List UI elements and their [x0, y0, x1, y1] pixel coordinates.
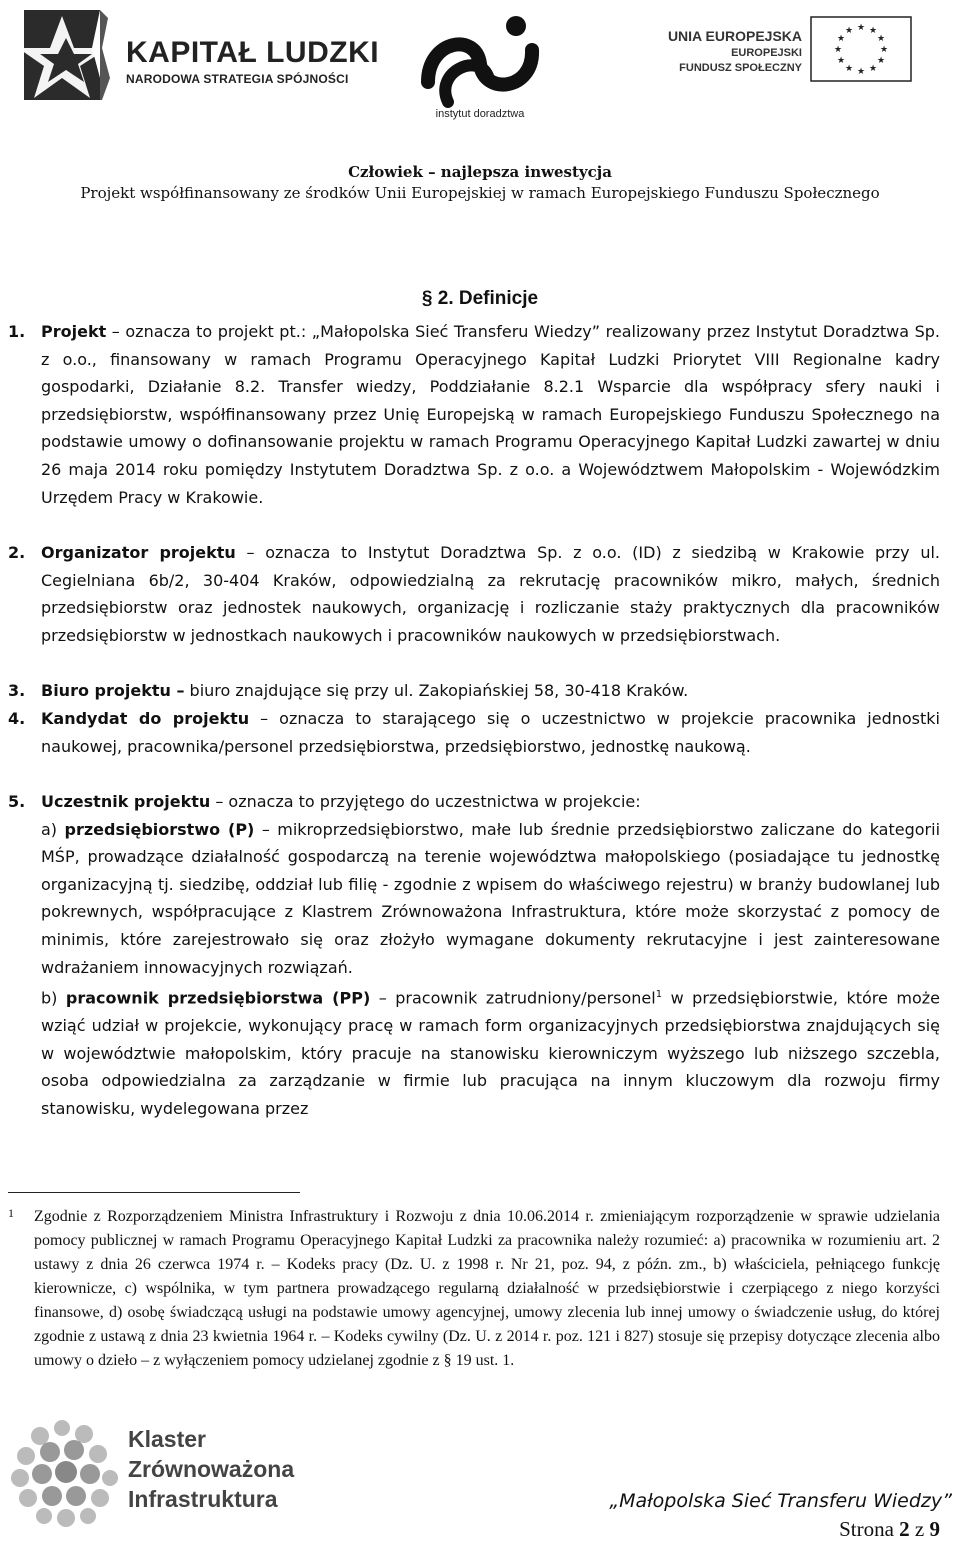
klaster-logo — [10, 1418, 310, 1528]
item-term: Kandydat do projektu — [41, 709, 250, 728]
svg-text:★: ★ — [844, 64, 854, 74]
instytut-doradztwa-emblem-icon — [418, 12, 542, 108]
footnote — [8, 1205, 940, 1373]
svg-text:★: ★ — [844, 26, 854, 36]
page-current: 2 — [899, 1517, 910, 1541]
klaster-line-1: Klaster — [128, 1426, 206, 1452]
instytut-doradztwa-caption: instytut doradztwa — [435, 108, 525, 120]
svg-text:★: ★ — [868, 26, 878, 36]
kapital-ludzki-name: KAPITAŁ LUDZKI — [126, 36, 380, 69]
item-term: Organizator projektu — [41, 543, 236, 562]
footnote-reference: 1 — [655, 989, 663, 1001]
svg-text:★: ★ — [856, 23, 866, 33]
subitem-a — [41, 816, 940, 982]
eu-line-3: FUNDUSZ SPOŁECZNY — [679, 62, 802, 74]
svg-text:★: ★ — [833, 45, 843, 55]
svg-text:★: ★ — [876, 34, 886, 44]
item-number: 4. — [8, 709, 26, 728]
page-of: z — [914, 1517, 925, 1541]
klaster-emblem-icon — [10, 1418, 122, 1528]
svg-text:★: ★ — [836, 34, 846, 44]
eu-logo — [662, 14, 918, 80]
page-word: Strona — [839, 1517, 894, 1541]
eu-line-2: EUROPEJSKI — [731, 47, 802, 59]
kapital-ludzki-logo — [22, 8, 380, 100]
footnote-separator — [8, 1192, 300, 1193]
kapital-ludzki-subtitle: NARODOWA STRATEGIA SPÓJNOŚCI — [126, 72, 349, 86]
item-text: biuro znajdujące się przy ul. Zakopiańskiej 58, 30-418 Kraków. — [184, 681, 689, 700]
definition-item — [8, 705, 940, 760]
page-number — [839, 1517, 940, 1542]
eu-line-1: UNIA EUROPEJSKA — [667, 28, 802, 44]
klaster-line-3: Infrastruktura — [128, 1486, 278, 1512]
svg-text:★: ★ — [879, 45, 889, 55]
header-slogan: Człowiek – najlepsza inwestycja — [348, 163, 612, 181]
definition-item — [8, 788, 940, 1122]
svg-text:★: ★ — [868, 64, 878, 74]
subitem-term: przedsiębiorstwo (P) — [64, 819, 255, 839]
kapital-ludzki-emblem-icon — [22, 8, 117, 100]
item-term: Uczestnik projektu — [41, 792, 211, 811]
subitem-term: pracownik przedsiębiorstwa (PP) — [65, 988, 371, 1008]
item-text: – oznacza to projekt pt.: „Małopolska Sieć Transferu Wiedzy” realizowany przez Instytut Doradztwa Sp. z o.o., finansowany w ramach Programu Operacyjnego Kapitał Ludzki Priorytet VIII Regionalne kadry gospodarki, Działanie 8.2. Transfer wiedzy, Poddziałanie 8.2.1 Wsparcie dla współpracy sfery nauki i przedsiębiorstw, współfinansowany przez Unię Europejską w ramach Europejskiego Funduszu Społecznego na podstawie umowy o dofinansowanie projektu w ramach Programu Operacyjnego Kapitał Ludzki zawartej w dniu 26 maja 2014 roku pomiędzy Instytutem Doradztwa Sp. z o.o. a Województwem Małopolskim - Wojewódzkim Urzędem Pracy w Krakowie. — [41, 322, 940, 507]
subitem-b — [41, 981, 940, 1122]
subitem-text: – mikroprzedsiębiorstwo, małe lub średnie przedsiębiorstwo zaliczane do kategorii MŚP, prowadzące działalność gospodarczą na terenie województwa małopolskiego (posiadające tu jednostkę organizacyjną tj. siedzibę, oddział lub filię - zgodnie z wpisem do właściwego rejestru) w branży budowlanej lub pokrewnych, współpracujące z Klastrem Zrównoważona Infrastruktura, które może skorzystać z pomocy de minimis, które zarejestrowało się oraz złożyło wymagane dokumenty rekrutacyjne i jest zainteresowane wdrażaniem innowacyjnych rozwiązań. — [41, 819, 941, 977]
item-text: – oznacza to Instytut Doradztwa Sp. z o.o. (ID) z siedzibą w Krakowie przy ul. Cegielniana 6b/2, 30-404 Kraków, odpowiedzialną za rekrutację pracowników mikro, małych, średnich przedsiębiorstw oraz jednostek naukowych, organizację i rozliczanie staży praktycznych dla pracowników przedsiębiorstw w jednostkach naukowych i pracowników naukowych w przedsiębiorstwach. — [41, 543, 941, 645]
item-number: 3. — [8, 681, 26, 700]
item-number: 1. — [8, 322, 26, 341]
instytut-doradztwa-logo — [410, 12, 550, 124]
item-term: Projekt — [41, 322, 107, 341]
footnote-mark: 1 — [8, 1206, 14, 1220]
definition-item — [8, 318, 940, 511]
definition-item — [8, 677, 940, 705]
item-text: – oznacza to przyjętego do uczestnictwa w projekcie: — [210, 792, 641, 811]
subitem-text-after: w przedsiębiorstwie, które może wziąć udział w projekcie, wykonujący pracę w ramach form organizacyjnych przedsiębiorstwa znajdujących się w województwie małopolskim, który pracuje na stanowisku kierowniczym wyższego lub niższego szczebla, osoba odpowiedzialna za zarządzanie w firmie lub pracująca na innym kluczowym dla rozwoju firmy stanowisku, wydelegowana przez — [41, 988, 940, 1118]
item-number: 2. — [8, 543, 26, 562]
svg-text:★: ★ — [836, 56, 846, 66]
definition-item — [8, 539, 940, 649]
subitem-prefix: a) — [41, 819, 65, 839]
subitem-prefix: b) — [41, 988, 66, 1008]
eu-flag-icon — [810, 16, 912, 82]
footnote-text: Zgodnie z Rozporządzeniem Ministra Infrastruktury i Rozwoju z dnia 10.06.2014 r. zmieniającym rozporządzenie w sprawie udzielania pomocy publicznej w ramach Programu Operacyjnego Kapitał Ludzki za pracownika należy rozumieć: a) pracownika w rozumieniu art. 2 ustawy z dnia 26 czerwca 1974 r. – Kodeks pracy (Dz. U. z 1998 r. Nr 21, poz. 94, z późn. zm., b) właściciela, pełniącego funkcję kierownicze, c) wspólnika, w tym partnera prowadzącego regularną działalność w przedsiębiorstwie i czerpiącego z niego korzyści finansowe, d) osobę świadczącą usługi na podstawie umowy agencyjnej, umowy zlecenia lub innej umowy o świadczenie usług, do której zgodnie z ustawą z dnia 23 kwietnia 1964 r. – Kodeks cywilny (Dz. U. z 2014 r. poz. 121 i 827) stosuje się przepisy dotyczące zlecenia albo umowy o dzieło – z wyłączeniem pomocy udzielanej zgodnie z § 19 ust. 1. — [34, 1208, 940, 1369]
item-number: 5. — [8, 792, 26, 811]
svg-text:★: ★ — [876, 56, 886, 66]
header-project-line: Projekt współfinansowany ze środków Unii Europejskiej w ramach Europejskiego Funduszu Społecznego — [80, 184, 880, 202]
subitem-text-before: – pracownik zatrudniony/personel — [370, 988, 656, 1008]
svg-text:★: ★ — [856, 67, 866, 77]
footer-project-name: „Małopolska Sieć Transferu Wiedzy” — [609, 1490, 952, 1512]
section-title: § 2. Definicje — [421, 288, 539, 309]
page-total: 9 — [929, 1517, 940, 1541]
klaster-line-2: Zrównoważona — [128, 1456, 295, 1482]
item-text: – oznacza to starającego się o uczestnictwo w projekcie pracownika jednostki naukowej, pracownika/personel przedsiębiorstwa, przedsiębiorstwo, jednostkę naukową. — [41, 709, 940, 756]
item-term: Biuro projektu – — [41, 681, 185, 700]
